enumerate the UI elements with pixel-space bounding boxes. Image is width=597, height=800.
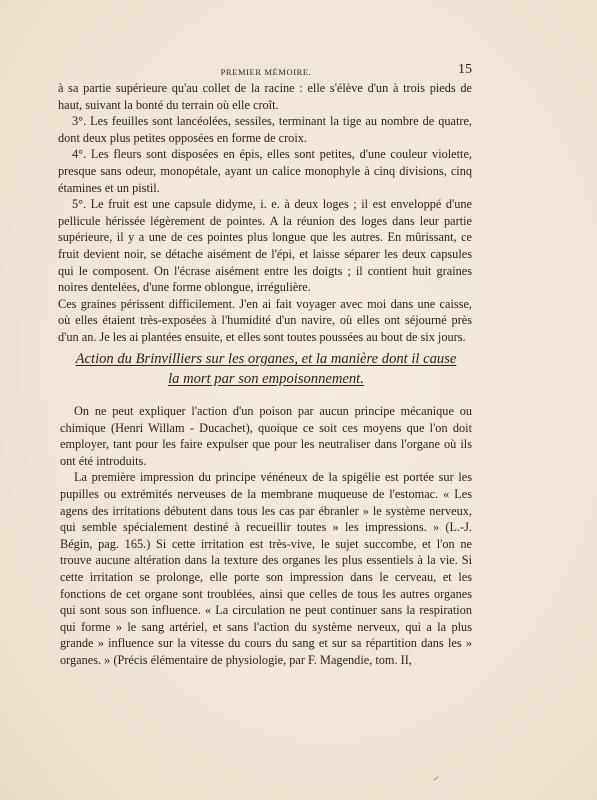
paragraph-fruit: 5°. Le fruit est une capsule didyme, i. e. à deux loges ; il est enveloppé d'une pellicule hérissée légèrement de pointes. A la réunion des loges dans leur partie supérieure, il y a une de ces pointes plus longue que les autres. En mûrissant, ce fruit devient noir, se détache aisément de l'épi, et laisse séparer les deux capsules qui le composent. On l'écrase aisément entre les doigts ; il contient huit graines noires dentelées, d'une forme oblongue, irrégulière. [58, 197, 472, 295]
section-title-line-1: Action du Brinvilliers sur les organes, et la manière dont il cause [75, 351, 457, 367]
page-number: 15 [458, 62, 472, 77]
paragraph-flowers: 4°. Les fleurs sont disposées en épis, elles sont petites, d'une couleur violette, presque sans odeur, monopétale, ayant un calice monophyle à cinq divisions, cinq étamines et un pistil. [58, 147, 472, 195]
page-header [58, 62, 474, 80]
section-title [58, 349, 474, 389]
paragraph-leaves: 3°. Les feuilles sont lancéolées, sessiles, terminant la tige au nombre de quatre, dont deux plus petites opposées en forme de croix. [58, 114, 472, 145]
body-text-top [58, 80, 472, 346]
section-title-line-2: la mort par son empoisonnement. [168, 371, 364, 387]
ink-mark [433, 776, 438, 781]
paragraph-continuation: à sa partie supérieure qu'au collet de la racine : elle s'élève d'un à trois pieds de haut, suivant la bonté du terrain où elle croît. [58, 81, 472, 112]
paragraph-poison-action: On ne peut expliquer l'action d'un poison par aucun principe mécanique ou chimique (Henri Willam - Ducachet), quoique ce soit ces moyens que l'on doit employer, tant pour les faire expulser que pour les neutraliser dans l'organe où ils ont été introduits. [60, 404, 472, 468]
paragraph-seeds: Ces graines périssent difficilement. J'en ai fait voyager avec moi dans une caisse, où elles étaient très-exposées à l'humidité d'un navire, où elles ont séjourné près d'un an. Je les ai plantées ensuite, et elles sont toutes poussées au bout de six jours. [58, 296, 472, 344]
body-text-bottom [60, 403, 472, 669]
running-head: PREMIER MÉMOIRE. [220, 67, 312, 77]
paragraph-first-impression: La première impression du principe vénéneux de la spigélie est portée sur les pupilles ou extrémités nerveuses de la membrane muqueuse de l'estomac. « Les agens des irritations débutent dans tous les cas par ébranler » le système nerveux, qui semble spécialement destiné à recueillir toutes » les impressions. » (L.-J. Bégin, pag. 165.) Si cette irritation est très-vive, le sujet succombe, et l'on ne trouve aucune altération dans la texture des organes les plus essentiels à la vie. Si cette irritation se prolonge, elle porte son impression dans le cerveau, et les fonctions de cet organe sont troublées, ainsi que celles de tous les autres organes qui sont sous son influence. « La circulation ne peut continuer sans la respiration qui forme » le sang artériel, et sans l'action du système nerveux, qui a la plus grande » influence sur la vitesse du cours du sang et sur sa répartition dans les » organes. » (Précis élémentaire de physiologie, par F. Magendie, tom. II, [60, 470, 472, 667]
